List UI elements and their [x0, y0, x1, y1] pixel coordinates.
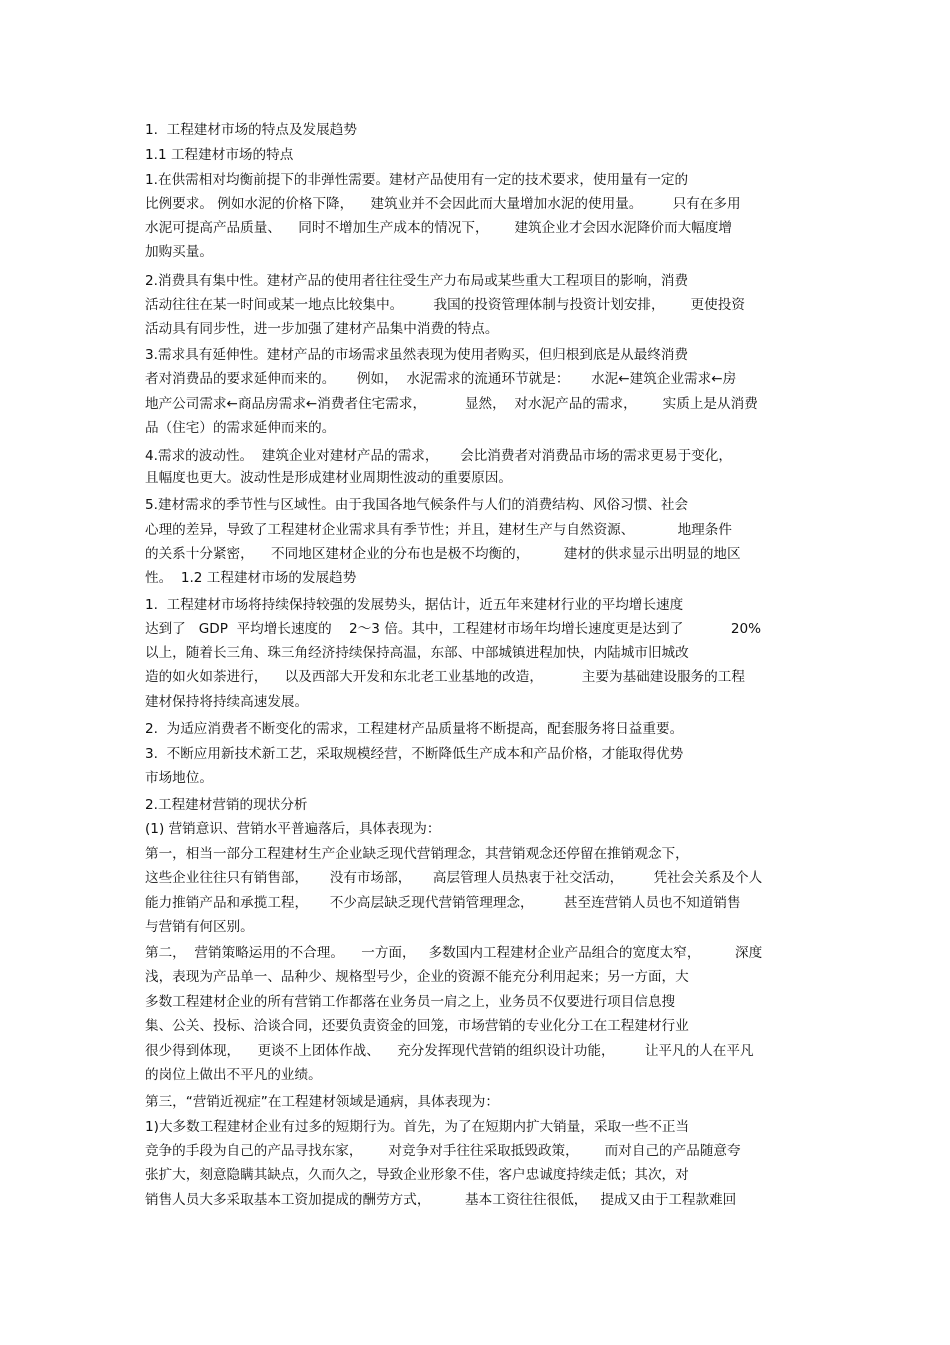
text-line: 第二， 营销策略运用的不合理。 一方面， 多数国内工程建材企业产品组合的宽度太窄， 深度: [145, 945, 763, 961]
text-line: 水泥可提高产品质量、 同时不增加生产成本的情况下， 建筑企业才会因水泥降价而大幅度增: [145, 220, 732, 236]
text-line: 张扩大，刻意隐瞒其缺点，久而久之，导致企业形象不佳，客户忠诚度持续走低；其次，对: [145, 1167, 689, 1183]
text-line: 2.消费具有集中性。建材产品的使用者往往受生产力布局或某些重大工程项目的影响，消费: [145, 273, 689, 289]
text-line: 浅，表现为产品单一、品种少、规格型号少，企业的资源不能充分利用起来；另一方面，大: [145, 969, 689, 985]
text-line: 1.在供需相对均衡前提下的非弹性需要。建材产品使用有一定的技术要求，使用量有一定的: [145, 172, 689, 188]
text-line: 活动往往在某一时间或某一地点比较集中。 我国的投资管理体制与投资计划安排， 更使投资: [145, 297, 745, 313]
section-heading: 1. 工程建材市场的特点及发展趋势: [145, 122, 357, 138]
subsection-heading: 1.1 工程建材市场的特点: [145, 147, 294, 163]
text-line: 达到了 GDP 平均增长速度的 2～3 倍。其中，工程建材市场年均增长速度更是达到了 20%: [145, 621, 762, 637]
text-line: 第三，“营销近视症”在工程建材领域是通病，具体表现为：: [145, 1094, 499, 1110]
text-line: 4.需求的波动性。 建筑企业对建材产品的需求， 会比消费者对消费品市场的需求更易于变化，: [145, 448, 732, 464]
text-line: 很少得到体现， 更谈不上团体作战、 充分发挥现代营销的组织设计功能， 让平凡的人在平凡: [145, 1043, 754, 1059]
text-line: 与营销有何区别。: [145, 919, 254, 935]
text-line: 3.需求具有延伸性。建材产品的市场需求虽然表现为使用者购买，但归根到底是从最终消费: [145, 347, 689, 363]
text-line: 竞争的手段为自己的产品寻找东家， 对竞争对手往往采取抵毁政策， 而对自己的产品随意夸: [145, 1143, 741, 1159]
text-line: (1) 营销意识、营销水平普遍落后，具体表现为：: [145, 821, 441, 837]
text-line: 集、公关、投标、洽谈合同，还要负责资金的回笼，市场营销的专业化分工在工程建材行业: [145, 1018, 689, 1034]
text-line: 性。 1.2 工程建材市场的发展趋势: [145, 570, 357, 586]
text-line: 第一，相当一部分工程建材生产企业缺乏现代营销理念，其营销观念还停留在推销观念下，: [145, 846, 689, 862]
text-line: 市场地位。: [145, 770, 213, 786]
text-line: 销售人员大多采取基本工资加提成的酬劳方式， 基本工资往往很低， 提成又由于工程款难回: [145, 1192, 737, 1208]
text-line: 活动具有同步性，进一步加强了建材产品集中消费的特点。: [145, 321, 499, 337]
text-line: 地产公司需求←商品房需求←消费者住宅需求， 显然， 对水泥产品的需求， 实质上是从消费: [145, 396, 758, 412]
text-line: 的关系十分紧密， 不同地区建材企业的分布也是极不均衡的， 建材的供求显示出明显的地区: [145, 546, 741, 562]
text-line: 的岗位上做出不平凡的业绩。: [145, 1067, 322, 1083]
text-line: 比例要求。 例如水泥的价格下降， 建筑业并不会因此而大量增加水泥的使用量。 只有在多用: [145, 196, 741, 212]
text-line: 这些企业往往只有销售部， 没有市场部， 高层管理人员热衷于社交活动， 凭社会关系及个人: [145, 870, 763, 886]
text-line: 多数工程建材企业的所有营销工作都落在业务员一肩之上，业务员不仅要进行项目信息搜: [145, 994, 676, 1010]
text-line: 2. 为适应消费者不断变化的需求，工程建材产品质量将不断提高，配套服务将日益重要。: [145, 721, 684, 737]
text-line: 心理的差异，导致了工程建材企业需求具有季节性；并且，建材生产与自然资源、 地理条件: [145, 522, 732, 538]
section-heading: 2.工程建材营销的现状分析: [145, 797, 308, 813]
text-line: 1. 工程建材市场将持续保持较强的发展势头，据估计，近五年来建材行业的平均增长速度: [145, 597, 684, 613]
text-line: 者对消费品的要求延伸而来的。 例如， 水泥需求的流通环节就是： 水泥←建筑企业需求←房: [145, 371, 737, 387]
text-line: 5.建材需求的季节性与区域性。由于我国各地气候条件与人们的消费结构、风俗习惯、社会: [145, 497, 689, 513]
text-line: 能力推销产品和承揽工程， 不少高层缺乏现代营销管理理念， 甚至连营销人员也不知道销售: [145, 895, 741, 911]
text-line: 以上，随着长三角、珠三角经济持续保持高温，东部、中部城镇进程加快，内陆城市旧城改: [145, 645, 689, 661]
text-line: 3. 不断应用新技术新工艺，采取规模经营，不断降低生产成本和产品价格，才能取得优势: [145, 746, 684, 762]
text-line: 1)大多数工程建材企业有过多的短期行为。首先，为了在短期内扩大销量，采取一些不正当: [145, 1119, 690, 1135]
text-line: 建材保持将持续高速发展。: [145, 694, 309, 710]
text-line: 且幅度也更大。波动性是形成建材业周期性波动的重要原因。: [145, 470, 513, 486]
text-line: 造的如火如荼进行， 以及西部大开发和东北老工业基地的改造， 主要为基础建设服务的工程: [145, 669, 745, 685]
text-line: 品（住宅）的需求延伸而来的。: [145, 420, 336, 436]
text-line: 加购买量。: [145, 244, 213, 260]
